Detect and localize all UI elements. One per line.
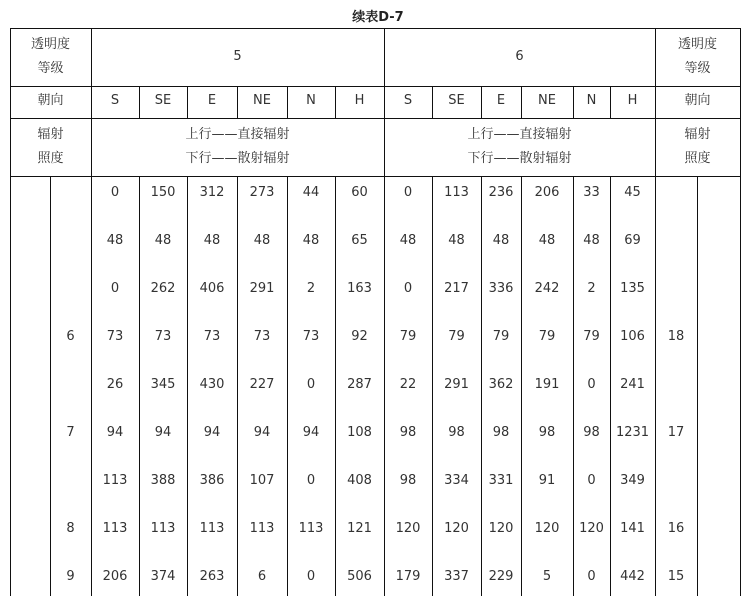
table-cell: 69 <box>624 233 641 248</box>
table-cell: 107 <box>249 473 275 488</box>
table-cell: 229 <box>488 569 514 584</box>
table-cell: 94 <box>106 425 124 440</box>
table-cell: 263 <box>199 569 225 584</box>
table-cell: 113 <box>150 521 176 536</box>
table-cell: 0 <box>403 281 413 296</box>
table-cell: 98 <box>399 473 417 488</box>
orientation-s-left: S <box>110 93 120 108</box>
table-cell: 48 <box>583 233 600 248</box>
table-cell: 94 <box>253 425 271 440</box>
table-cell: 163 <box>347 281 372 296</box>
table-cell: 73 <box>203 329 221 344</box>
orientation-se-right: SE <box>448 93 465 108</box>
radiation-note-left: 上行——直接辐射 下行——散射辐射 <box>185 127 290 166</box>
table-cell: 48 <box>399 233 417 248</box>
table-cell: 179 <box>395 569 421 584</box>
rule-header-2 <box>10 118 741 119</box>
table-cell: 48 <box>492 233 510 248</box>
table-cell: 120 <box>444 521 469 536</box>
orientation-label: 朝向 <box>37 93 64 108</box>
table-cell: 406 <box>199 281 225 296</box>
transparency-label: 透明度 等级 <box>30 37 70 76</box>
radiation-label: 辐射 照度 <box>37 127 64 166</box>
orientation-label-right: 朝向 <box>684 93 711 108</box>
orientation-e-right: E <box>496 93 506 108</box>
table-cell: 22 <box>399 377 417 392</box>
table-cell: 0 <box>587 473 596 488</box>
table-cell: 113 <box>102 473 128 488</box>
table-cell: 312 <box>199 185 225 200</box>
table-cell: 506 <box>347 569 372 584</box>
table-cell: 0 <box>306 569 316 584</box>
table-cell: 2 <box>306 281 316 296</box>
rule-hour-right <box>697 176 698 596</box>
group-right-label: 6 <box>515 49 524 64</box>
rule-header-3 <box>10 176 741 177</box>
table-cell: 6 <box>257 569 267 584</box>
table-cell: 227 <box>249 377 275 392</box>
radiation-label-right: 辐射 照度 <box>684 127 711 166</box>
table-cell: 106 <box>620 329 645 344</box>
rule-top <box>10 28 741 29</box>
table-cell: 79 <box>399 329 417 344</box>
table-cell: 430 <box>199 377 225 392</box>
table-cell: 120 <box>534 521 560 536</box>
table-cell: 386 <box>199 473 225 488</box>
table-cell: 113 <box>444 185 469 200</box>
table-cell: 79 <box>538 329 556 344</box>
hour-label-right: 15 <box>667 569 685 584</box>
table-cell: 79 <box>448 329 465 344</box>
table-cell: 98 <box>399 425 417 440</box>
table-cell: 0 <box>403 185 413 200</box>
orientation-n-right: N <box>586 93 597 108</box>
table-cell: 98 <box>583 425 600 440</box>
table-cell: 242 <box>534 281 560 296</box>
table-cell: 217 <box>444 281 469 296</box>
table-cell: 48 <box>538 233 556 248</box>
table-cell: 135 <box>620 281 645 296</box>
table-cell: 79 <box>583 329 600 344</box>
table-cell: 337 <box>444 569 469 584</box>
table-cell: 334 <box>444 473 469 488</box>
table-cell: 48 <box>106 233 124 248</box>
hour-label-left: 6 <box>66 329 75 344</box>
rule-label-left <box>91 28 92 596</box>
table-cell: 113 <box>298 521 324 536</box>
table-cell: 44 <box>302 185 320 200</box>
table-cell: 113 <box>199 521 225 536</box>
table-cell: 73 <box>106 329 124 344</box>
rule-label-right <box>655 28 656 596</box>
table-cell: 287 <box>347 377 372 392</box>
table-cell: 273 <box>249 185 275 200</box>
radiation-note-right: 上行——直接辐射 下行——散射辐射 <box>467 127 572 166</box>
table-cell: 442 <box>620 569 645 584</box>
table-cell: 98 <box>492 425 510 440</box>
table-cell: 0 <box>110 185 120 200</box>
rule-group-split <box>384 28 385 596</box>
table-cell: 2 <box>587 281 596 296</box>
table-cell: 408 <box>347 473 372 488</box>
table-cell: 388 <box>150 473 176 488</box>
hour-label-right: 17 <box>667 425 685 440</box>
group-left-label: 5 <box>233 49 242 64</box>
table-cell: 0 <box>306 473 316 488</box>
table-cell: 48 <box>154 233 172 248</box>
table-cell: 48 <box>448 233 465 248</box>
table-cell: 94 <box>302 425 320 440</box>
table-cell: 0 <box>110 281 120 296</box>
table-cell: 98 <box>448 425 465 440</box>
transparency-label-right: 透明度 等级 <box>677 37 717 76</box>
orientation-ne-right: NE <box>538 93 556 108</box>
table-cell: 98 <box>538 425 556 440</box>
table-title: 续表D-7 <box>352 10 404 25</box>
table-cell: 141 <box>620 521 645 536</box>
table-cell: 94 <box>154 425 172 440</box>
orientation-e-left: E <box>207 93 217 108</box>
orientation-se-left: SE <box>154 93 172 108</box>
table-cell: 262 <box>150 281 176 296</box>
table-cell: 26 <box>106 377 124 392</box>
table-cell: 241 <box>620 377 645 392</box>
hour-label-right: 16 <box>667 521 685 536</box>
hour-label-left: 8 <box>66 521 75 536</box>
table-cell: 349 <box>620 473 645 488</box>
hour-label-right: 18 <box>667 329 685 344</box>
table-cell: 291 <box>444 377 469 392</box>
table-cell: 120 <box>579 521 604 536</box>
table-cell: 113 <box>249 521 275 536</box>
table-cell: 73 <box>154 329 172 344</box>
table-cell: 0 <box>306 377 316 392</box>
table-cell: 94 <box>203 425 221 440</box>
table-cell: 1231 <box>615 425 650 440</box>
orientation-ne-left: NE <box>253 93 271 108</box>
table-cell: 120 <box>395 521 421 536</box>
table-cell: 236 <box>488 185 514 200</box>
table-cell: 73 <box>302 329 320 344</box>
table-cell: 92 <box>351 329 368 344</box>
table-cell: 108 <box>347 425 372 440</box>
orientation-n-left: N <box>306 93 316 108</box>
table-cell: 73 <box>253 329 271 344</box>
rule-left <box>10 28 11 596</box>
table-cell: 345 <box>150 377 176 392</box>
table-cell: 206 <box>102 569 128 584</box>
table-cell: 206 <box>534 185 560 200</box>
table-cell: 191 <box>534 377 560 392</box>
table-cell: 0 <box>587 569 596 584</box>
table-cell: 45 <box>624 185 641 200</box>
table-cell: 0 <box>587 377 596 392</box>
rule-right <box>740 28 741 596</box>
table-cell: 120 <box>488 521 514 536</box>
table-cell: 91 <box>538 473 556 488</box>
table-cell: 33 <box>583 185 600 200</box>
table-cell: 336 <box>488 281 514 296</box>
table-cell: 5 <box>542 569 552 584</box>
table-cell: 48 <box>203 233 221 248</box>
table-cell: 291 <box>249 281 275 296</box>
table-cell: 79 <box>492 329 510 344</box>
table-cell: 331 <box>488 473 514 488</box>
table-cell: 113 <box>102 521 128 536</box>
table-cell: 60 <box>351 185 368 200</box>
table-cell: 150 <box>150 185 176 200</box>
table-cell: 374 <box>150 569 176 584</box>
table-cell: 362 <box>488 377 514 392</box>
orientation-h-left: H <box>354 93 365 108</box>
table-cell: 48 <box>253 233 271 248</box>
rule-header-1 <box>10 86 741 87</box>
table-cell: 48 <box>302 233 320 248</box>
table-cell: 121 <box>347 521 372 536</box>
hour-label-left: 9 <box>66 569 75 584</box>
hour-label-left: 7 <box>66 425 75 440</box>
orientation-s-right: S <box>403 93 413 108</box>
orientation-h-right: H <box>627 93 638 108</box>
table-cell: 65 <box>351 233 368 248</box>
